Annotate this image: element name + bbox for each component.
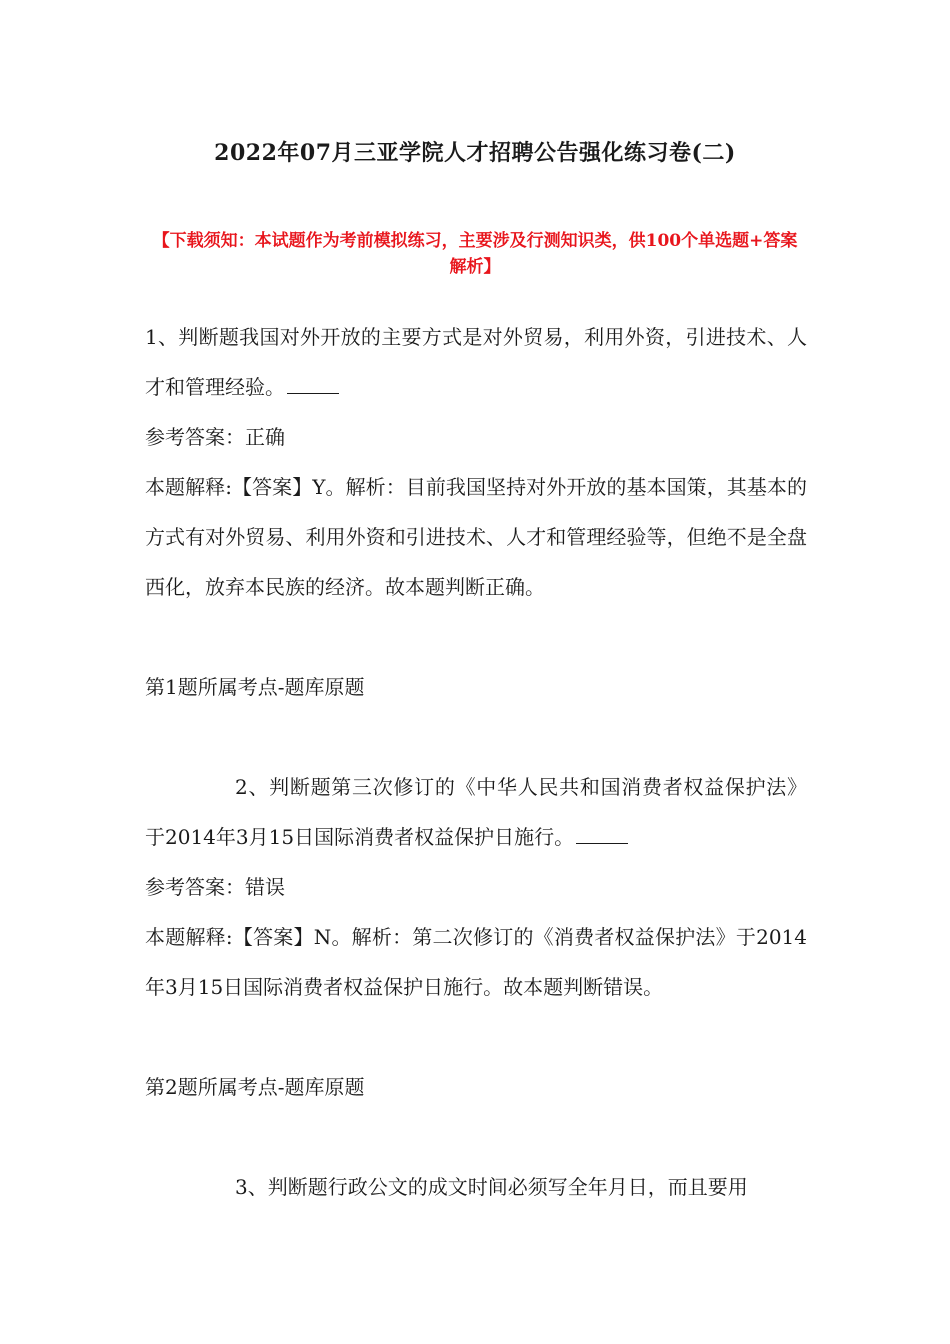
question-list <box>145 312 807 1212</box>
question-topic: 第1题所属考点-题库原题 <box>145 675 365 699</box>
reference-answer: 参考答案：错误 <box>145 875 285 899</box>
question-stem: 2、判断题第三次修订的《中华人民共和国消费者权益保护法》于2014年3月15日国际消费者权益保护日施行。 <box>145 775 807 849</box>
question-stem: 3、判断题行政公文的成文时间必须写全年月日，而且要用 <box>235 1175 748 1199</box>
answer-blank <box>287 375 339 394</box>
answer-blank <box>576 825 628 844</box>
spacer <box>145 612 807 662</box>
question-item <box>145 1162 807 1212</box>
document-title: 2022年07月三亚学院人才招聘公告强化练习卷(二) <box>214 140 736 166</box>
answer-explanation: 本题解释:【答案】N。解析：第二次修订的《消费者权益保护法》于2014年3月15日国际消费者权益保护日施行。故本题判断错误。 <box>145 925 807 999</box>
question-item <box>145 312 807 712</box>
spacer <box>145 1012 807 1062</box>
download-notice: 【下载须知：本试题作为考前模拟练习，主要涉及行测知识类，供100个单选题+答案解析】 <box>152 231 798 277</box>
spacer <box>145 712 807 762</box>
question-stem: 1、判断题我国对外开放的主要方式是对外贸易，利用外资，引进技术、人才和管理经验。 <box>145 325 807 399</box>
answer-explanation: 本题解释:【答案】Y。解析：目前我国坚持对外开放的基本国策，其基本的方式有对外贸易、利用外资和引进技术、人才和管理经验等，但绝不是全盘西化，放弃本民族的经济。故本题判断正确。 <box>145 475 807 599</box>
question-item <box>145 762 807 1112</box>
reference-answer: 参考答案：正确 <box>145 425 285 449</box>
question-topic: 第2题所属考点-题库原题 <box>145 1075 365 1099</box>
spacer <box>145 1112 807 1162</box>
